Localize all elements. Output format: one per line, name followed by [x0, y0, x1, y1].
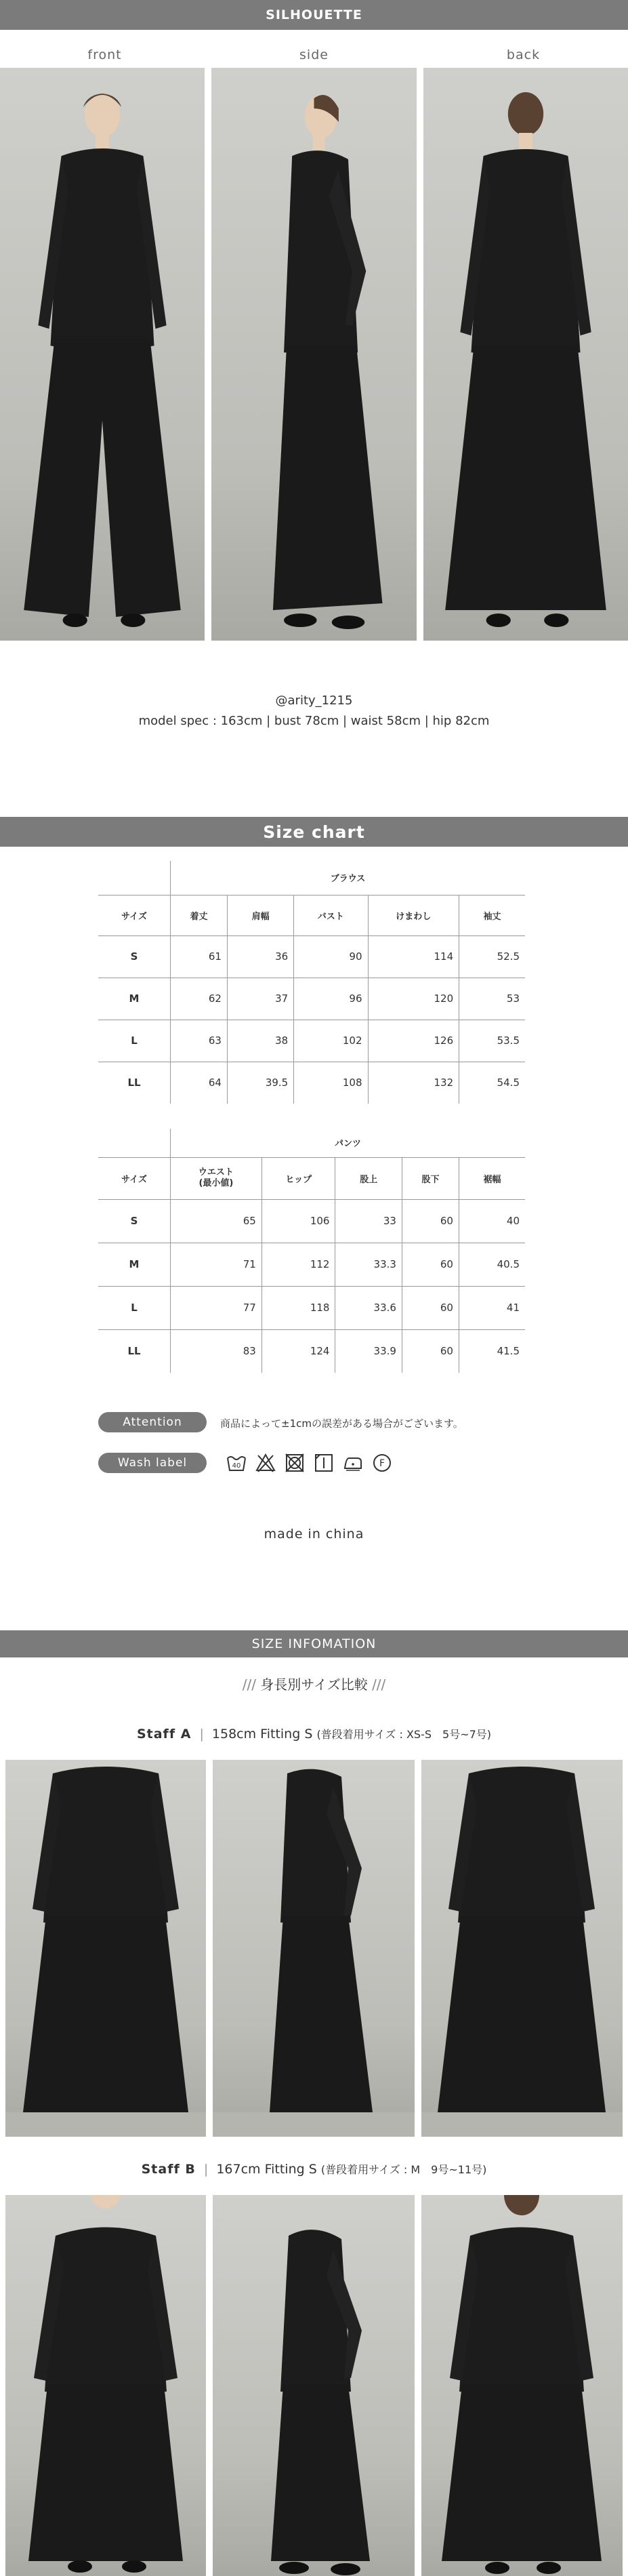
size-chart-header [0, 817, 628, 847]
table-cell: 120 [368, 978, 459, 1020]
staff-b-photo-back [421, 2195, 623, 2576]
table-cell: M [98, 1243, 171, 1286]
view-label-back: back [506, 47, 541, 62]
table-header: バスト [294, 895, 368, 935]
table-header: 股下 [402, 1157, 459, 1199]
staff-b-photo-front [5, 2195, 206, 2576]
size-info-title: SIZE INFOMATION [251, 1636, 377, 1651]
table-cell: 33.9 [335, 1329, 402, 1373]
table-cell: 112 [261, 1243, 335, 1286]
table-cell: 38 [227, 1020, 293, 1062]
table-cell: 33.3 [335, 1243, 402, 1286]
no-tumble-dry-icon [284, 1452, 306, 1474]
table-cell: 60 [402, 1286, 459, 1329]
staff-b-photo-side [213, 2195, 415, 2576]
view-label-front: front [87, 47, 122, 62]
table-cell: 63 [171, 1020, 228, 1062]
table-cell: 53 [459, 978, 525, 1020]
table-cell: M [98, 978, 171, 1020]
svg-text:F: F [379, 1458, 385, 1469]
table-cell: 124 [261, 1329, 335, 1373]
svg-text:40: 40 [232, 1462, 241, 1470]
table-row [98, 1062, 525, 1104]
photo-front [0, 68, 205, 641]
model-handle: @arity_1215 [275, 693, 353, 708]
photo-back [423, 68, 628, 641]
table-cell: LL [98, 1329, 171, 1373]
attention-text: 商品によって±1cmの誤差がある場合がございます。 [220, 1417, 463, 1430]
staff-a-name: Staff A [136, 1727, 192, 1742]
table-cell: S [98, 935, 171, 978]
staff-b-detail: 167cm Fitting S [216, 2162, 317, 2177]
staff-a-label: Staff A | 158cm Fitting S (普段着用サイズ : XS-S 5号~7号) [136, 1727, 492, 1742]
table-cell: 77 [171, 1286, 262, 1329]
table-cell: 33.6 [335, 1286, 402, 1329]
view-label-side: side [299, 47, 329, 62]
slash-left-icon: /// [242, 1676, 256, 1693]
staff-b-note: (普段着用サイズ : M 9号~11号) [320, 2163, 487, 2176]
table-cell: 52.5 [459, 935, 525, 978]
table-cell: 90 [294, 935, 368, 978]
table-header: ウエスト (最小値) [171, 1157, 262, 1199]
table-header: 股上 [335, 1157, 402, 1199]
slash-right-icon: /// [372, 1676, 386, 1693]
table-cell: 60 [402, 1329, 459, 1373]
size-info-header [0, 1630, 628, 1657]
table-cell: L [98, 1286, 171, 1329]
dry-clean-f-icon [371, 1452, 393, 1474]
table-cell: 53.5 [459, 1020, 525, 1062]
origin-text: made in china [264, 1527, 364, 1542]
table-cell: 132 [368, 1062, 459, 1104]
table-cell: 39.5 [227, 1062, 293, 1104]
table-row [98, 1243, 525, 1286]
table-row [98, 1199, 525, 1243]
blouse-size-table [98, 861, 525, 1104]
table-row [98, 1020, 525, 1062]
staff-b-name: Staff B [141, 2162, 196, 2177]
table-header: サイズ [98, 1157, 171, 1199]
table-row [98, 1329, 525, 1373]
table-header: ヒップ [261, 1157, 335, 1199]
pants-title: パンツ [171, 1129, 526, 1157]
table-cell: 41.5 [459, 1329, 525, 1373]
table-cell: 60 [402, 1199, 459, 1243]
staff-a-photo-back [421, 1760, 623, 2137]
staff-b-label: Staff B | 167cm Fitting S (普段着用サイズ : M 9号~11号) [141, 2162, 487, 2177]
table-cell: 61 [171, 935, 228, 978]
blouse-title: ブラウス [171, 861, 526, 895]
silhouette-header [0, 0, 628, 30]
silhouette-title: SILHOUETTE [266, 7, 362, 22]
staff-a-detail: 158cm Fitting S [211, 1727, 313, 1742]
table-header: 袖丈 [459, 895, 525, 935]
table-cell: 54.5 [459, 1062, 525, 1104]
table-cell: 96 [294, 978, 368, 1020]
table-cell: 60 [402, 1243, 459, 1286]
table-cell: 114 [368, 935, 459, 978]
table-cell: 33 [335, 1199, 402, 1243]
size-comparison-subtitle: /// 身長別サイズ比較 /// [242, 1676, 386, 1693]
wash-label-pill: Wash label [98, 1453, 207, 1473]
pants-size-table [98, 1129, 525, 1373]
table-row [98, 978, 525, 1020]
table-cell: 126 [368, 1020, 459, 1062]
table-row [98, 1286, 525, 1329]
table-cell: 40 [459, 1199, 525, 1243]
table-header: 裾幅 [459, 1157, 525, 1199]
table-cell: 41 [459, 1286, 525, 1329]
table-cell: 62 [171, 978, 228, 1020]
table-cell: 106 [261, 1199, 335, 1243]
table-header: サイズ [98, 895, 171, 935]
table-header: けまわし [368, 895, 459, 935]
table-cell: 118 [261, 1286, 335, 1329]
staff-a-note: (普段着用サイズ : XS-S 5号~7号) [316, 1728, 492, 1741]
table-cell: L [98, 1020, 171, 1062]
table-cell: 64 [171, 1062, 228, 1104]
table-cell: 71 [171, 1243, 262, 1286]
staff-a-photo-side [213, 1760, 415, 2137]
attention-pill: Attention [98, 1412, 207, 1432]
table-header: 肩幅 [227, 895, 293, 935]
table-cell: 40.5 [459, 1243, 525, 1286]
table-cell: 108 [294, 1062, 368, 1104]
table-header: 着丈 [171, 895, 228, 935]
staff-a-photo-front [5, 1760, 206, 2137]
table-cell: 83 [171, 1329, 262, 1373]
no-bleach-icon [255, 1452, 276, 1474]
table-cell: 65 [171, 1199, 262, 1243]
table-cell: 102 [294, 1020, 368, 1062]
size-chart-title: Size chart [263, 822, 365, 842]
table-row [98, 935, 525, 978]
table-cell: 36 [227, 935, 293, 978]
model-spec: model spec : 163cm | bust 78cm | waist 58cm | hip 82cm [138, 714, 490, 728]
table-cell: 37 [227, 978, 293, 1020]
photo-side [211, 68, 417, 641]
wash-40-icon [226, 1452, 247, 1474]
line-dry-icon [313, 1452, 335, 1474]
table-cell: S [98, 1199, 171, 1243]
table-cell: LL [98, 1062, 171, 1104]
iron-low-icon [342, 1452, 364, 1474]
